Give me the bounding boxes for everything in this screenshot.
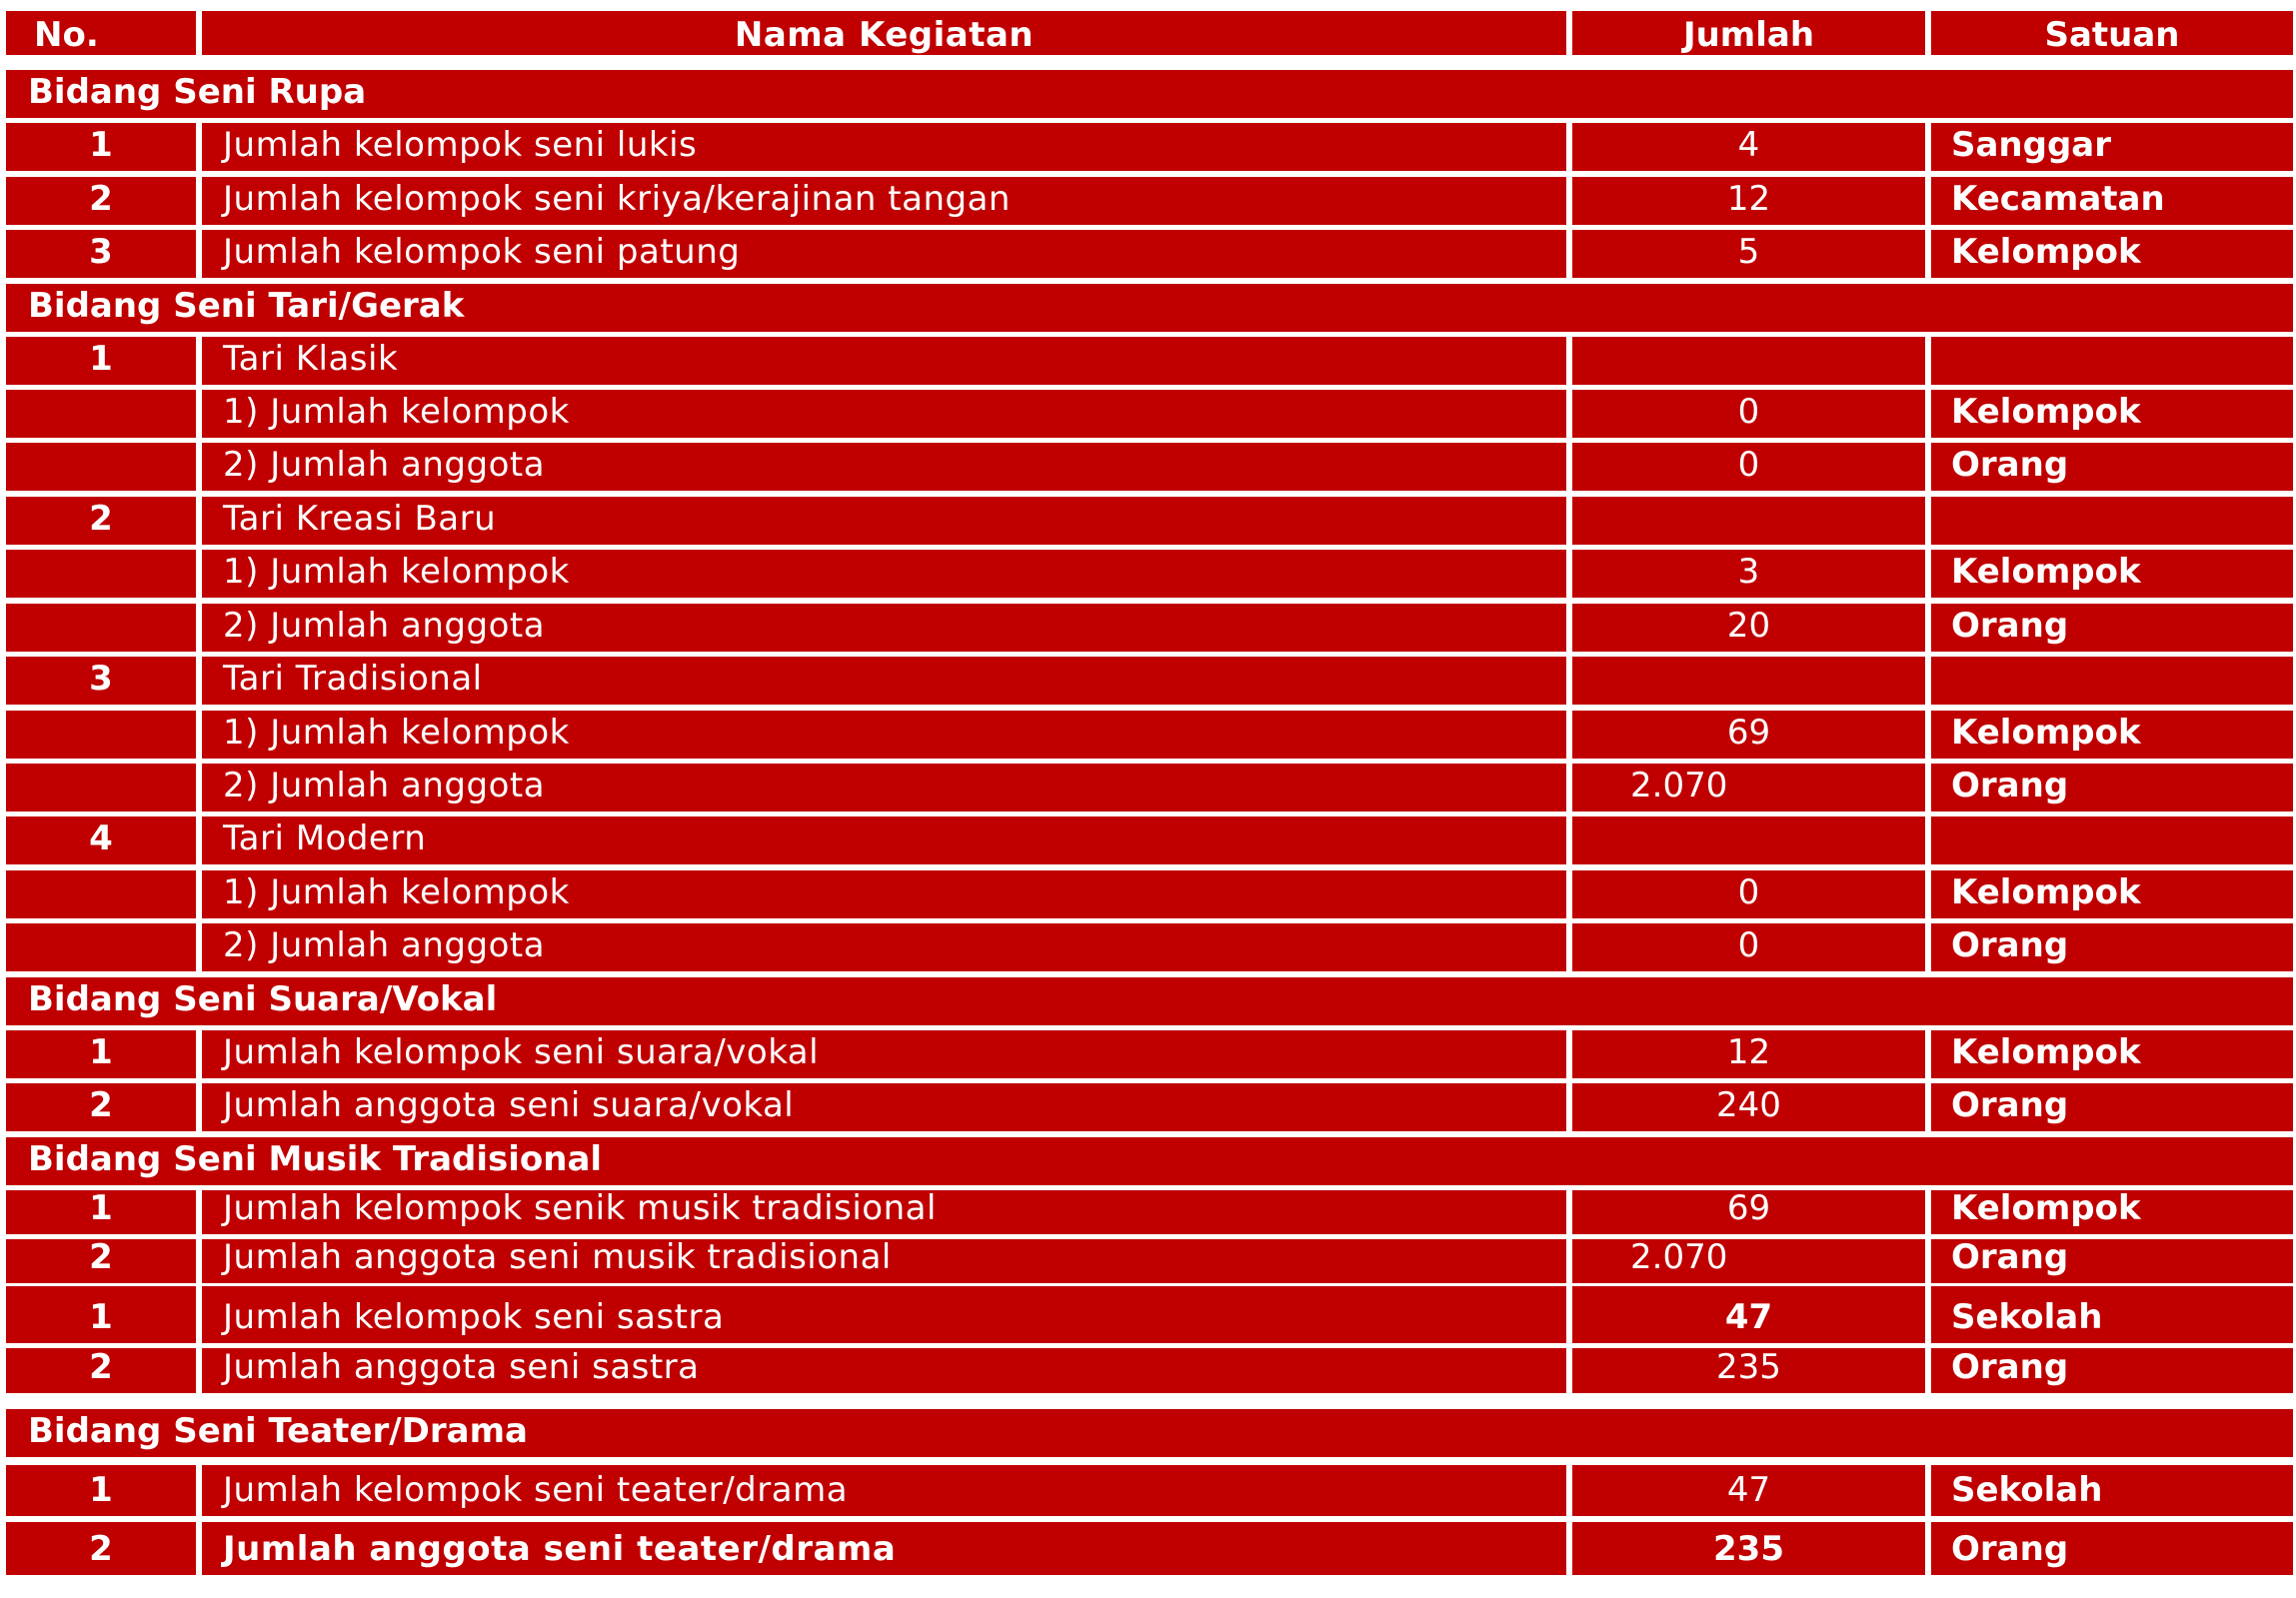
- table-row: [6, 1190, 2293, 1234]
- table-row: [6, 816, 2293, 864]
- row-nama-cell: 2) Jumlah anggota: [202, 604, 1566, 652]
- row-nama-cell: Jumlah kelompok seni teater/drama: [202, 1465, 1566, 1516]
- row-nama-cell: 2) Jumlah anggota: [202, 923, 1566, 971]
- row-jumlah-cell: 2.070: [1572, 764, 1925, 811]
- row-jumlah-cell: 235: [1572, 1522, 1925, 1575]
- row-no-cell: 2: [6, 1239, 196, 1283]
- row-satuan-cell: Orang: [1931, 604, 2293, 652]
- row-no-cell: [6, 764, 196, 811]
- table-row: [6, 230, 2293, 278]
- section-row: [6, 977, 2293, 1025]
- section-title: Bidang Seni Suara/Vokal: [6, 977, 2293, 1025]
- row-nama-cell: Tari Klasik: [202, 337, 1566, 385]
- row-no-cell: [6, 443, 196, 491]
- table-row: [6, 764, 2293, 811]
- row-satuan-cell: [1931, 816, 2293, 864]
- table-row: [6, 123, 2293, 171]
- section-title: Bidang Seni Teater/Drama: [6, 1409, 2293, 1457]
- table-row: [6, 604, 2293, 652]
- row-nama-cell: Jumlah kelompok senik musik tradisional: [202, 1190, 1566, 1234]
- row-nama-cell: Jumlah kelompok seni patung: [202, 230, 1566, 278]
- row-no-cell: 2: [6, 1083, 196, 1131]
- table-row: [6, 1348, 2293, 1393]
- row-no-cell: 1: [6, 1190, 196, 1234]
- row-satuan-cell: Sekolah: [1931, 1465, 2293, 1516]
- row-satuan-cell: Orang: [1931, 1348, 2293, 1393]
- row-nama-cell: Jumlah kelompok seni suara/vokal: [202, 1030, 1566, 1078]
- row-satuan-cell: Kelompok: [1931, 1190, 2293, 1234]
- row-jumlah-cell: 5: [1572, 230, 1925, 278]
- row-jumlah-cell: 235: [1572, 1348, 1925, 1393]
- row-nama-cell: Jumlah anggota seni musik tradisional: [202, 1239, 1566, 1283]
- row-no-cell: 2: [6, 1348, 196, 1393]
- row-no-cell: [6, 711, 196, 759]
- row-jumlah-cell: 20: [1572, 604, 1925, 652]
- row-nama-cell: Tari Tradisional: [202, 657, 1566, 705]
- table-row: [6, 1083, 2293, 1131]
- section-row: [6, 284, 2293, 332]
- row-no-cell: 4: [6, 816, 196, 864]
- header-satuan: Satuan: [1931, 11, 2293, 55]
- table-row: [6, 657, 2293, 705]
- table-row: [6, 1522, 2293, 1575]
- table-row: [6, 550, 2293, 598]
- row-nama-cell: Jumlah anggota seni suara/vokal: [202, 1083, 1566, 1131]
- row-nama-cell: Jumlah anggota seni sastra: [202, 1348, 1566, 1393]
- section-title: Bidang Seni Rupa: [6, 70, 2293, 118]
- row-satuan-cell: Sekolah: [1931, 1286, 2293, 1343]
- row-no-cell: [6, 550, 196, 598]
- row-no-cell: [6, 390, 196, 438]
- row-no-cell: 1: [6, 1465, 196, 1516]
- row-no-cell: [6, 923, 196, 971]
- row-nama-cell: 2) Jumlah anggota: [202, 764, 1566, 811]
- table-row: [6, 390, 2293, 438]
- row-jumlah-cell: 12: [1572, 1030, 1925, 1078]
- row-no-cell: 2: [6, 177, 196, 225]
- row-satuan-cell: [1931, 657, 2293, 705]
- row-jumlah-cell: 69: [1572, 711, 1925, 759]
- row-nama-cell: Jumlah anggota seni teater/drama: [202, 1522, 1566, 1575]
- table-row: [6, 923, 2293, 971]
- row-satuan-cell: Kelompok: [1931, 870, 2293, 918]
- row-satuan-cell: Orang: [1931, 1522, 2293, 1575]
- table-row: [6, 1286, 2293, 1343]
- row-no-cell: [6, 604, 196, 652]
- table-row: [6, 1030, 2293, 1078]
- row-satuan-cell: Sanggar: [1931, 123, 2293, 171]
- section-row: [6, 1137, 2293, 1185]
- row-nama-cell: Tari Modern: [202, 816, 1566, 864]
- row-nama-cell: Jumlah kelompok seni sastra: [202, 1286, 1566, 1343]
- row-jumlah-cell: 4: [1572, 123, 1925, 171]
- row-satuan-cell: Orang: [1931, 1083, 2293, 1131]
- row-no-cell: [6, 870, 196, 918]
- table-row: [6, 870, 2293, 918]
- row-nama-cell: 1) Jumlah kelompok: [202, 711, 1566, 759]
- row-satuan-cell: Kelompok: [1931, 230, 2293, 278]
- table-row: [6, 1465, 2293, 1516]
- row-satuan-cell: [1931, 497, 2293, 545]
- row-no-cell: 2: [6, 497, 196, 545]
- row-satuan-cell: Kecamatan: [1931, 177, 2293, 225]
- section-row: [6, 70, 2293, 118]
- table-row: [6, 443, 2293, 491]
- table-row: [6, 337, 2293, 385]
- header-jumlah: Jumlah: [1572, 11, 1925, 55]
- row-no-cell: 1: [6, 1030, 196, 1078]
- table-row: [6, 497, 2293, 545]
- row-jumlah-cell: 0: [1572, 443, 1925, 491]
- row-nama-cell: 2) Jumlah anggota: [202, 443, 1566, 491]
- row-no-cell: 3: [6, 230, 196, 278]
- row-jumlah-cell: 0: [1572, 390, 1925, 438]
- row-jumlah-cell: 12: [1572, 177, 1925, 225]
- row-jumlah-cell: 47: [1572, 1465, 1925, 1516]
- row-nama-cell: Jumlah kelompok seni kriya/kerajinan tangan: [202, 177, 1566, 225]
- row-jumlah-cell: 0: [1572, 870, 1925, 918]
- row-jumlah-cell: [1572, 816, 1925, 864]
- row-satuan-cell: Kelompok: [1931, 390, 2293, 438]
- row-no-cell: 2: [6, 1522, 196, 1575]
- row-satuan-cell: Orang: [1931, 764, 2293, 811]
- table-row: [6, 711, 2293, 759]
- row-nama-cell: 1) Jumlah kelompok: [202, 870, 1566, 918]
- row-jumlah-cell: 69: [1572, 1190, 1925, 1234]
- row-satuan-cell: Orang: [1931, 923, 2293, 971]
- section-row: [6, 1409, 2293, 1457]
- row-satuan-cell: Kelompok: [1931, 550, 2293, 598]
- row-no-cell: 3: [6, 657, 196, 705]
- row-no-cell: 1: [6, 1286, 196, 1343]
- header-no: No.: [6, 11, 196, 55]
- row-nama-cell: 1) Jumlah kelompok: [202, 550, 1566, 598]
- row-no-cell: 1: [6, 123, 196, 171]
- section-title: Bidang Seni Musik Tradisional: [6, 1137, 2293, 1185]
- row-satuan-cell: [1931, 337, 2293, 385]
- row-satuan-cell: Orang: [1931, 443, 2293, 491]
- row-nama-cell: Tari Kreasi Baru: [202, 497, 1566, 545]
- row-jumlah-cell: [1572, 657, 1925, 705]
- row-nama-cell: Jumlah kelompok seni lukis: [202, 123, 1566, 171]
- row-nama-cell: 1) Jumlah kelompok: [202, 390, 1566, 438]
- section-title: Bidang Seni Tari/Gerak: [6, 284, 2293, 332]
- header-nama-kegiatan: Nama Kegiatan: [202, 11, 1566, 55]
- row-satuan-cell: Kelompok: [1931, 711, 2293, 759]
- row-jumlah-cell: 0: [1572, 923, 1925, 971]
- row-jumlah-cell: 3: [1572, 550, 1925, 598]
- row-jumlah-cell: 2.070: [1572, 1239, 1925, 1283]
- row-jumlah-cell: [1572, 337, 1925, 385]
- row-jumlah-cell: 240: [1572, 1083, 1925, 1131]
- table-row: [6, 177, 2293, 225]
- row-satuan-cell: Kelompok: [1931, 1030, 2293, 1078]
- row-no-cell: 1: [6, 337, 196, 385]
- row-jumlah-cell: 47: [1572, 1286, 1925, 1343]
- table-header-row: [6, 11, 2293, 55]
- row-satuan-cell: Orang: [1931, 1239, 2293, 1283]
- row-jumlah-cell: [1572, 497, 1925, 545]
- table-row: [6, 1239, 2293, 1283]
